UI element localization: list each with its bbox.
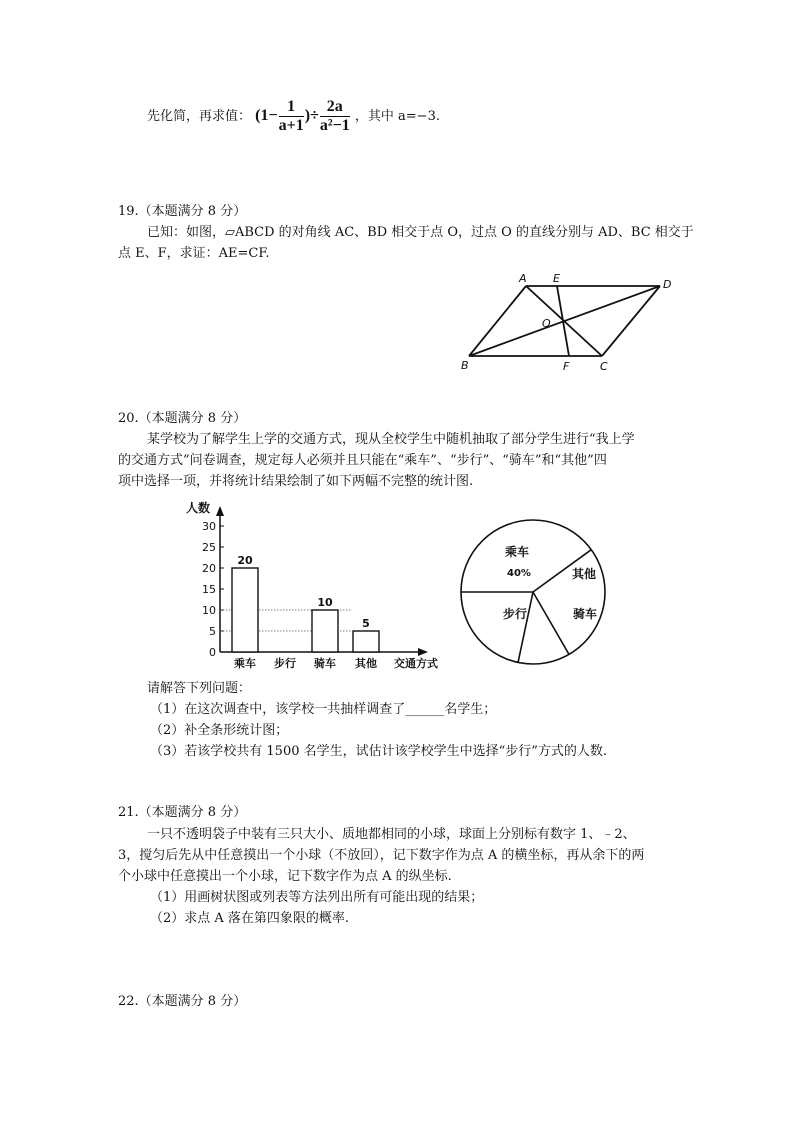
x-axis-arrow	[418, 648, 428, 656]
y-tick-label: 30	[202, 520, 216, 533]
y-axis-arrow	[216, 506, 224, 516]
q18-frac1-denominator: a+1	[278, 117, 304, 134]
q20-line-3: 项中选择一项，并将统计结果绘制了如下两幅不完整的统计图.	[118, 474, 474, 489]
q22-header: 22.（本题满分 8 分）	[118, 994, 247, 1009]
q18-fraction-1	[279, 98, 304, 135]
bar	[353, 631, 379, 652]
y-tick-label: 0	[209, 646, 216, 659]
label-D: D	[663, 278, 672, 291]
bar-data-label: 5	[362, 617, 370, 630]
pie-slice-label: 骑车	[573, 607, 598, 621]
q19-header: 19.（本题满分 8 分）	[118, 204, 247, 219]
label-A: A	[519, 272, 527, 285]
q18-prefix: 先化简，再求值：	[147, 109, 252, 124]
q18-close-div: )÷	[304, 107, 319, 124]
q19-line-1: 已知：如图，▱ABCD 的对角线 AC、BD 相交于点 O，过点 O 的直线分别与 AD、BC 相交于	[147, 225, 694, 240]
label-B: B	[461, 359, 469, 372]
pie-chart	[455, 518, 615, 668]
q18-expression	[147, 98, 440, 135]
q21-header: 21.（本题满分 8 分）	[118, 805, 247, 820]
segment-EF	[557, 286, 569, 356]
q18-fraction-2	[320, 98, 350, 135]
q20-sub-2: （2）补全条形统计图；	[150, 723, 289, 738]
x-tick-label: 步行	[274, 657, 296, 670]
q18-suffix: ，其中 a=−3.	[354, 109, 440, 124]
bar-data-label: 20	[237, 554, 253, 567]
x-tick-label: 其他	[355, 657, 377, 670]
pie-percent-label: 40%	[507, 568, 531, 579]
label-F: F	[563, 360, 570, 373]
q21-line-3: 个小球中任意摸出一个小球，记下数字作为点 A 的纵坐标.	[118, 869, 452, 884]
q18-frac2-denominator: a²−1	[319, 117, 350, 134]
y-tick-label: 20	[202, 562, 216, 575]
bar	[312, 610, 338, 652]
pie-slice-label: 其他	[572, 567, 597, 581]
bar-chart	[180, 496, 450, 676]
q20-prompt: 请解答下列问题：	[147, 681, 252, 696]
y-tick-label: 15	[202, 583, 216, 596]
q18-frac1-numerator: 1	[279, 98, 304, 117]
y-axis-label: 人数	[186, 501, 211, 515]
q20-line-2: 的交通方式”问卷调查，规定每人必须并且只能在“乘车”、“步行”、“骑车”和“其他”四	[118, 453, 607, 468]
label-E: E	[553, 272, 560, 285]
q21-sub-2: （2）求点 A 落在第四象限的概率.	[150, 911, 350, 926]
q21-sub-1: （1）用画树状图或列表等方法列出所有可能出现的结果；	[150, 890, 484, 905]
x-axis-label: 交通方式	[394, 657, 438, 670]
pie-slice-label: 乘车	[505, 545, 530, 559]
y-tick-label: 10	[202, 604, 216, 617]
x-tick-label: 乘车	[234, 657, 256, 670]
q19-line-2: 点 E、F，求证：AE=CF.	[118, 246, 270, 261]
q18-open: (1−	[255, 107, 278, 124]
q20-sub-1: （1）在这次调查中，该学校一共抽样调查了______名学生；	[150, 702, 497, 717]
q21-line-1: 一只不透明袋子中装有三只大小、质地都相同的小球，球面上分别标有数字 1、﹣2、	[147, 827, 636, 842]
q20-header: 20.（本题满分 8 分）	[118, 411, 247, 426]
label-O: O	[542, 317, 551, 330]
q18-frac2-numerator: 2a	[320, 98, 350, 117]
x-tick-label: 骑车	[314, 657, 336, 670]
y-tick-label: 25	[202, 541, 216, 554]
y-tick-label: 5	[209, 625, 216, 638]
label-C: C	[600, 360, 608, 373]
bar	[232, 568, 258, 652]
parallelogram-figure	[455, 272, 685, 377]
q20-line-1: 某学校为了解学生上学的交通方式，现从全校学生中随机抽取了部分学生进行“我上学	[147, 432, 635, 447]
q21-line-2: 3，搅匀后先从中任意摸出一个小球（不放回），记下数字作为点 A 的横坐标，再从余下的两	[118, 848, 645, 863]
bar-data-label: 10	[317, 596, 333, 609]
pie-slice-label: 步行	[503, 607, 528, 621]
q20-sub-3: （3）若该学校共有 1500 名学生，试估计该学校学生中选择“步行”方式的人数.	[150, 744, 608, 759]
